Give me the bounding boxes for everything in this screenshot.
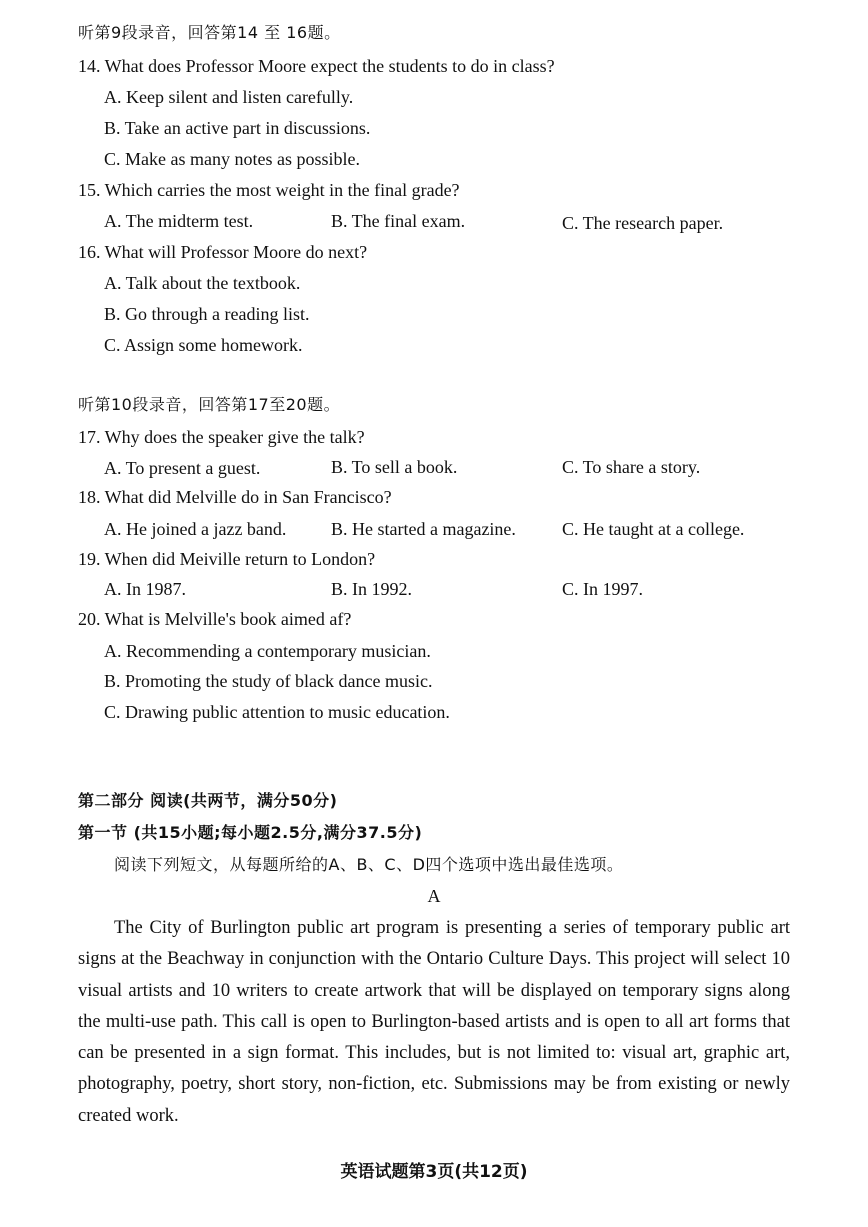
q19-stem: 19. When did Meiville return to London?	[78, 549, 376, 569]
page-footer: 英语试题第3页(共12页)	[340, 1162, 528, 1182]
q15-option-c: C. The research paper.	[562, 213, 724, 233]
q16-stem: 16. What will Professor Moore do next?	[78, 242, 368, 262]
section-9-header: 听第9段录音，回答第14 至 16题。	[78, 23, 341, 42]
q16-option-a: A. Talk about the textbook.	[104, 273, 301, 293]
passage-a-text: The City of Burlington public art program is presenting a series of temporary public art signs at the Beachway in conjunction with the Ontario Culture Days. This project will select 10 visual artists and 10 writers to create artwork that will be displayed on temporary signs along the multi-use path. This call is open to Burlington-based artists and is open to all art forms that can be presented in a sign format. This includes, but is not limited to: visual art, graphic art, photography, poetry, short story, non-fiction, etc. Submissions may be from existing or newly created work.	[78, 918, 790, 1126]
q19-option-a: A. In 1987.	[104, 579, 186, 599]
q16-option-b: B. Go through a reading list.	[104, 304, 310, 324]
q14-option-c: C. Make as many notes as possible.	[104, 149, 360, 169]
q18-option-a: A. He joined a jazz band.	[104, 519, 287, 539]
q17-stem: 17. Why does the speaker give the talk?	[78, 427, 365, 447]
q20-option-c: C. Drawing public attention to music education.	[104, 702, 450, 722]
q17-option-b: B. To sell a book.	[331, 457, 458, 477]
q18-option-c: C. He taught at a college.	[562, 519, 745, 539]
q20-stem: 20. What is Melville's book aimed af?	[78, 609, 352, 629]
section-10-header: 听第10段录音，回答第17至20题。	[78, 395, 341, 414]
q18-stem: 18. What did Melville do in San Francisco?	[78, 487, 392, 507]
q15-stem: 15. Which carries the most weight in the final grade?	[78, 180, 460, 200]
q15-option-a: A. The midterm test.	[104, 211, 254, 231]
section-one-title: 第一节 (共15小题;每小题2.5分,满分37.5分)	[78, 823, 423, 842]
reading-instruction: 阅读下列短文，从每题所给的A、B、C、D四个选项中选出最佳选项。	[114, 855, 624, 874]
q15-option-b: B. The final exam.	[331, 211, 466, 231]
q17-option-c: C. To share a story.	[562, 457, 701, 477]
q19-option-c: C. In 1997.	[562, 579, 643, 599]
passage-label: A	[427, 886, 441, 906]
q16-option-c: C. Assign some homework.	[104, 335, 303, 355]
part-two-title: 第二部分 阅读(共两节，满分50分)	[78, 791, 338, 810]
q20-option-b: B. Promoting the study of black dance music.	[104, 671, 433, 691]
q14-option-a: A. Keep silent and listen carefully.	[104, 87, 354, 107]
q14-stem: 14. What does Professor Moore expect the students to do in class?	[78, 56, 555, 76]
q18-option-b: B. He started a magazine.	[331, 519, 516, 539]
q17-option-a: A. To present a guest.	[104, 458, 261, 478]
q14-option-b: B. Take an active part in discussions.	[104, 118, 371, 138]
q20-option-a: A. Recommending a contemporary musician.	[104, 641, 431, 661]
q19-option-b: B. In 1992.	[331, 579, 412, 599]
